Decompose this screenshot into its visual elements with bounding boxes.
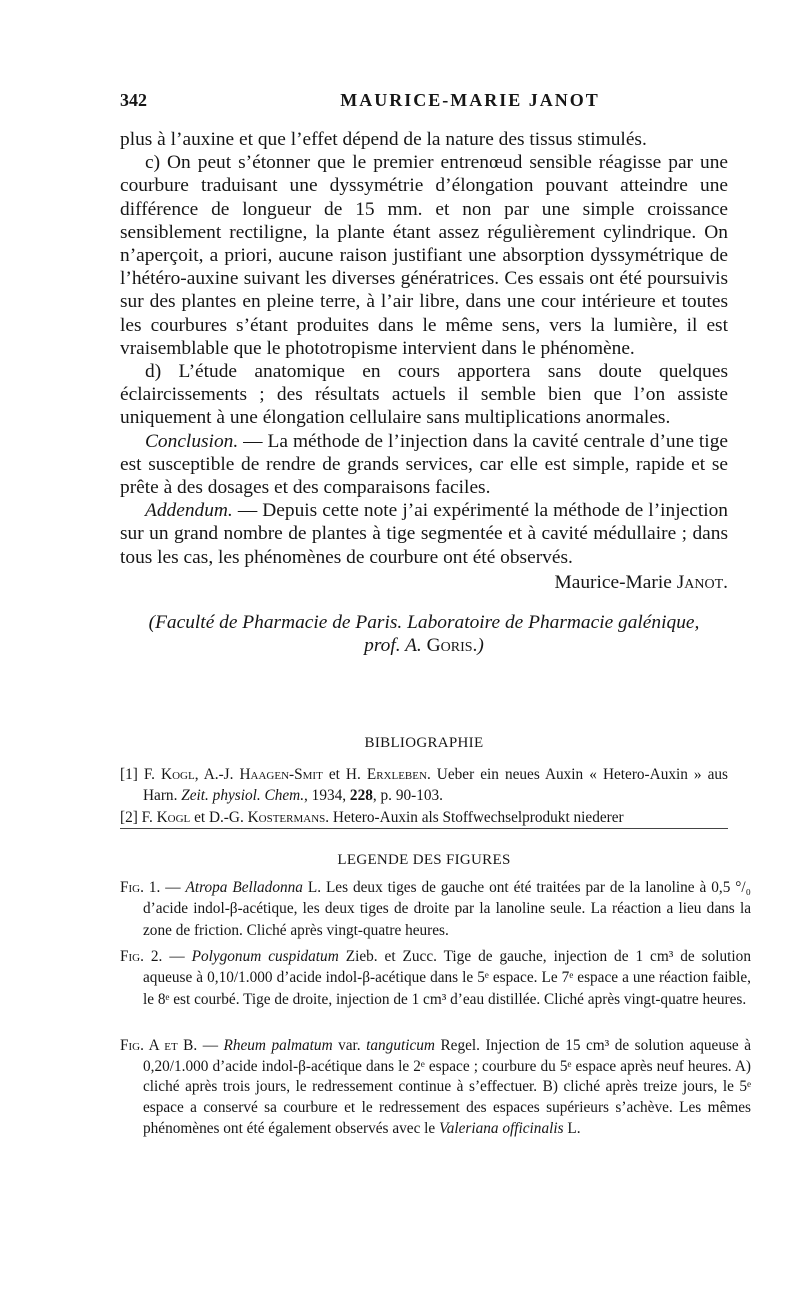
- bibliography-title: BIBLIOGRAPHIE: [364, 735, 484, 751]
- addendum-paragraph: [120, 499, 728, 569]
- paragraph-c: c) On peut s’étonner que le premier entrenœud sensible réagisse par une courbure traduisant une dyssymétrie d’élongation pouvant atteindre une différence de longueur de 15 mm. et non par une simple croissance sensiblement rectiligne, la plante étant assez régulièrement cylindrique. On n’aperçoit, a priori, aucune raison justifiant une absorption dyssymétrique de l’hétéro-auxine suivant les diverses génératrices. Ces essais ont été poursuivis sur des plantes en pleine terre, à l’air libre, dans une cour intérieure et toutes les courbures s’étant produites dans le même sens, vers la lumière, il est vraisemblable que le phototropisme intervient dans le phénomène.: [120, 152, 728, 359]
- bibliography-ref-2: [2] F. Kogl et D.-G. Kostermans. Hetero-Auxin als Stoffwechselprodukt niederer: [120, 808, 624, 826]
- conclusion-label: Conclusion.: [145, 430, 239, 452]
- author-signature: Maurice-Marie Janot.: [554, 571, 728, 593]
- addendum-label: Addendum.: [145, 500, 233, 522]
- author-surname: Janot.: [676, 571, 728, 593]
- running-head: MAURICE-MARIE JANOT: [340, 90, 600, 110]
- affiliation-line-1: (Faculté de Pharmacie de Paris. Laboratoire de Pharmacie galénique,: [148, 612, 700, 634]
- bibliography-ref-1: [1] F. Kogl, A.-J. Haagen-Smit et H. Erxleben. Ueber ein neues Auxin « Hetero-Auxin » aus Harn. Zeit. physiol. Chem., 1934, 228, p. 90-103.: [120, 766, 729, 805]
- section-divider: [120, 828, 728, 829]
- main-text: [120, 128, 728, 657]
- paragraph-1: plus à l’auxine et que l’effet dépend de la nature des tissus stimulés.: [120, 129, 647, 150]
- figure-2-caption: Fig. 2. — Polygonum cuspidatum Zieb. et Zucc. Tige de gauche, injection de 1 cm³ de solution aqueuse à 0,10/1.000 d’acide indol-β-acétique dans le 5ᵉ espace. Le 7ᵉ espace a une réaction faible, le 8ᵉ est courbé. Tige de droite, injection de 1 cm³ d’eau distillée. Cliché après vingt-quatre heures.: [120, 948, 751, 1008]
- figure-1-caption: Fig. 1. — Atropa Belladonna L. Les deux tiges de gauche ont été traitées par de la lanoline à 0,5 °/₀ d’acide indol-β-acétique, les deux tiges de droite par la lanoline seule. La réaction a lieu dans la zone de friction. Cliché après vingt-quatre heures.: [120, 879, 751, 939]
- conclusion-text: — La méthode de l’injection dans la cavité centrale d’une tige est susceptible de rendre de grands services, car elle est simple, rapide et se prête à des dosages et des comparaisons faciles.: [120, 430, 728, 499]
- affiliation-line-2: prof. A. Goris.): [364, 635, 484, 657]
- page-number: 342: [120, 90, 147, 110]
- conclusion-paragraph: [120, 430, 728, 500]
- page-header: [120, 90, 728, 116]
- figure-ab-caption: Fig. A et B. — Rheum palmatum var. tanguticum Regel. Injection de 15 cm³ de solution aqueuse à 0,20/1.000 d’acide indol-β-acétique dans le 2ᵉ espace ; courbure du 5ᵉ espace après neuf heures. A) cliché après trois jours, le redressement continue à s’effectuer. B) cliché après treize jours, le 5ᵉ espace a conservé sa courbure et le redressement des espaces supérieurs s’achève. Les mêmes phénomènes ont été également observés avec le Valeriana officinalis L.: [120, 1037, 751, 1137]
- bibliography-list: [120, 764, 728, 828]
- legend-title: LEGENDE DES FIGURES: [337, 852, 511, 868]
- paragraph-d: d) L’étude anatomique en cours apportera sans doute quelques éclaircissements ; des résultats actuels il semble bien que l’on assiste uniquement à une élongation cellulaire sans multiplications anormales.: [120, 361, 728, 429]
- addendum-text: — Depuis cette note j’ai expérimenté la méthode de l’injection sur un grand nombre de plantes à tige segmentée et à cavité médullaire ; dans tous les cas, les phénomènes de courbure ont été observés.: [120, 500, 728, 568]
